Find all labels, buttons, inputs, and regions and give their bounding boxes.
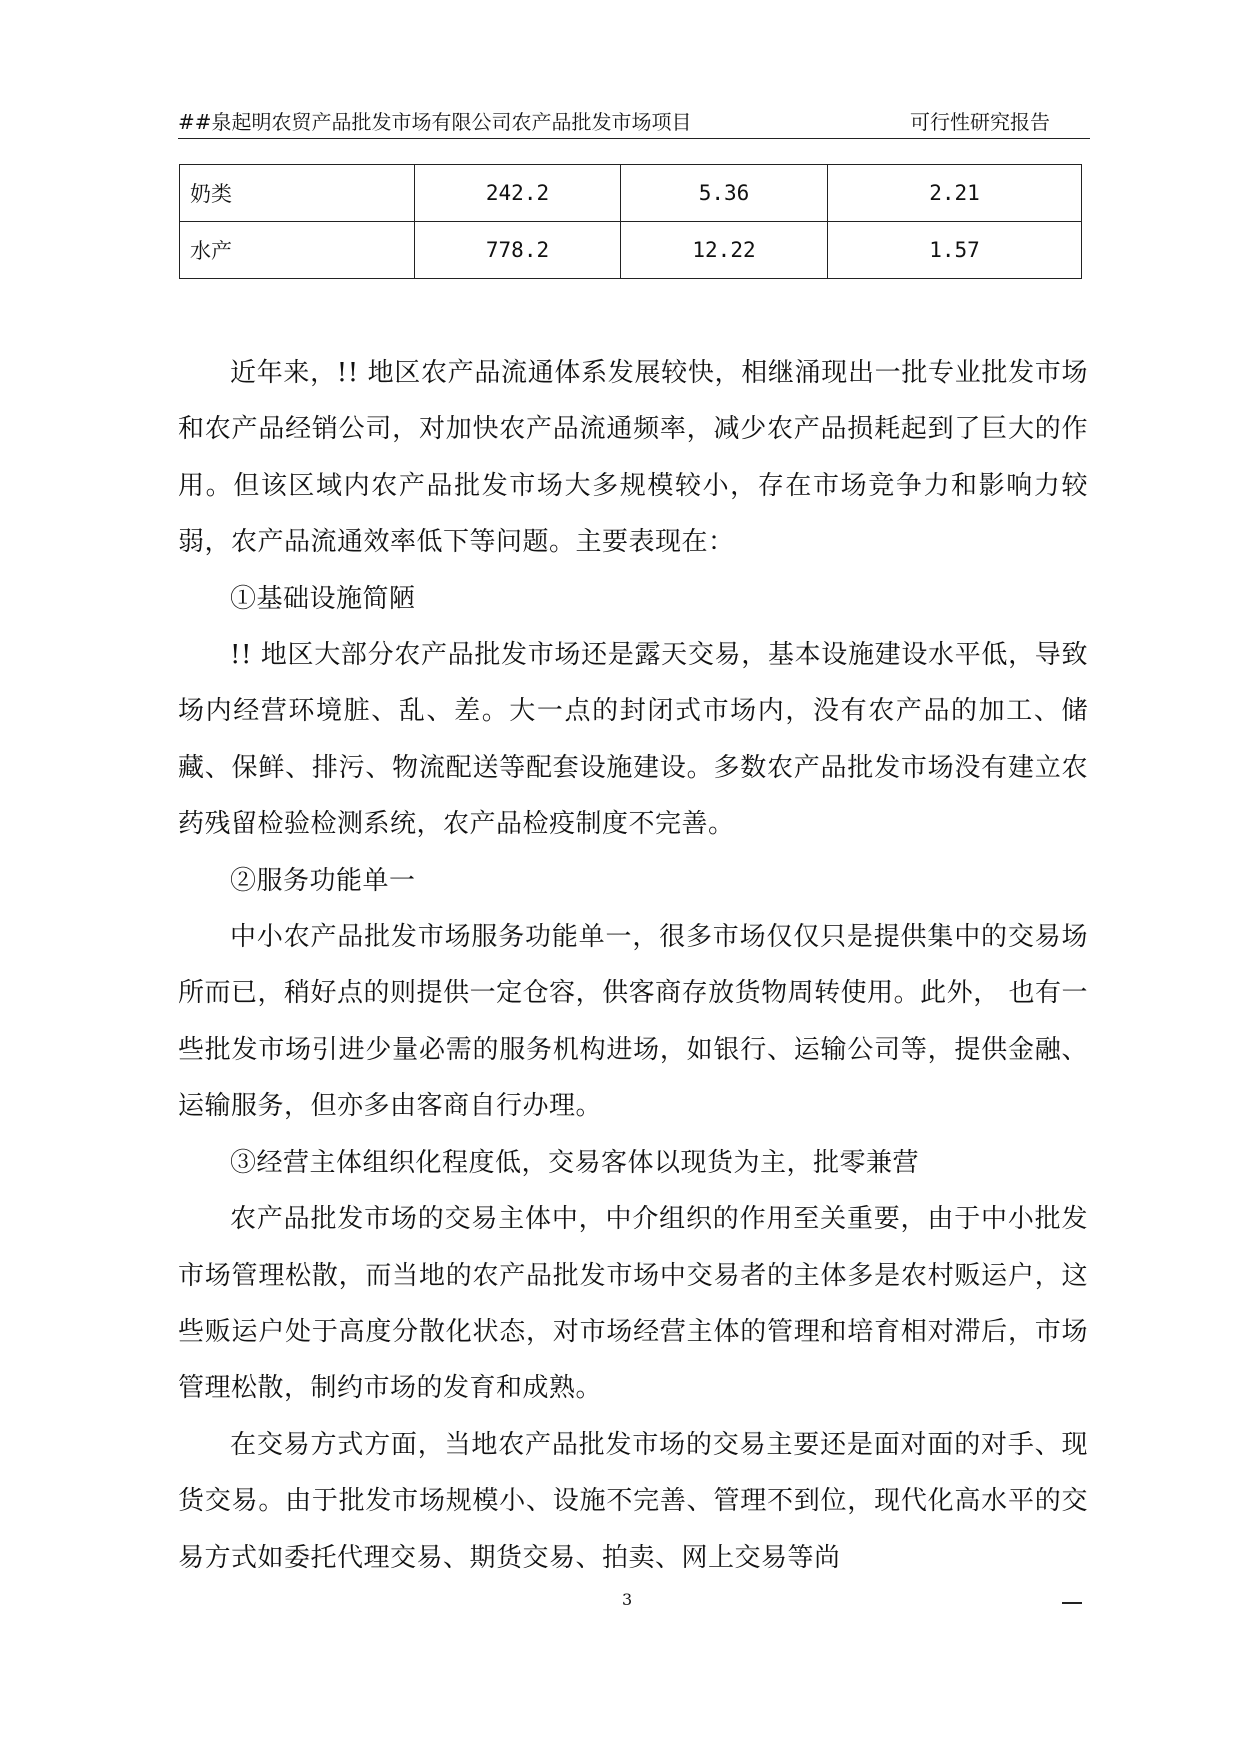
section-heading: ①基础设施简陋 (230, 583, 416, 614)
table-cell-category: 奶类 (180, 165, 415, 222)
paragraph: 近年来，!! 地区农产品流通体系发展较快，相继涌现出一批专业批发市场和农产品经销公司，对加快农产品流通频率，减少农产品损耗起到了巨大的作用。但该区域内农产品批发市场大多规模较小，存在市场竞争力和影响力较弱，农产品流通效率低下等问题。主要表现在： (178, 358, 1088, 558)
paragraph: !! 地区大部分农产品批发市场还是露天交易，基本设施建设水平低，导致场内经营环境脏、乱、差。大一点的封闭式市场内，没有农产品的加工、储藏、保鲜、排污、物流配送等配套设施建设。多数农产品批发市场没有建立农药残留检验检测系统，农产品检疫制度不完善。 (178, 640, 1088, 840)
table-cell: 2.21 (828, 165, 1082, 222)
table-row (180, 165, 1082, 222)
table-cell: 242.2 (415, 165, 621, 222)
header-doc-type: 可行性研究报告 (910, 110, 1050, 134)
section-heading: ②服务功能单一 (230, 865, 416, 896)
section-heading: ③经营主体组织化程度低，交易客体以现货为主，批零兼营 (230, 1147, 920, 1178)
table-cell: 1.57 (828, 222, 1082, 279)
table-cell: 5.36 (621, 165, 828, 222)
data-table (179, 164, 1082, 279)
table-cell-category: 水产 (180, 222, 415, 279)
page-number: 3 (622, 1590, 633, 1609)
footer-dash (1062, 1602, 1082, 1604)
paragraph: 在交易方式方面，当地农产品批发市场的交易主要还是面对面的对手、现货交易。由于批发市场规模小、设施不完善、管理不到位，现代化高水平的交易方式如委托代理交易、期货交易、拍卖、网上交易等尚 (178, 1429, 1088, 1573)
table-cell: 12.22 (621, 222, 828, 279)
table-cell: 778.2 (415, 222, 621, 279)
paragraph: 中小农产品批发市场服务功能单一，很多市场仅仅只是提供集中的交易场所而已，稍好点的则提供一定仓容，供客商存放货物周转使用。此外， 也有一些批发市场引进少量必需的服务机构进场，如银行、运输公司等，提供金融、运输服务，但亦多由客商自行办理。 (178, 922, 1088, 1122)
page-header (178, 104, 1090, 139)
paragraph: 农产品批发市场的交易主体中，中介组织的作用至关重要，由于中小批发市场管理松散，而当地的农产品批发市场中交易者的主体多是农村贩运户，这些贩运户处于高度分散化状态，对市场经营主体的管理和培育相对滞后，市场管理松散，制约市场的发育和成熟。 (178, 1204, 1088, 1404)
table-row (180, 222, 1082, 279)
header-title: ##泉起明农贸产品批发市场有限公司农产品批发市场项目 (178, 110, 692, 134)
body-text (178, 345, 1088, 1586)
